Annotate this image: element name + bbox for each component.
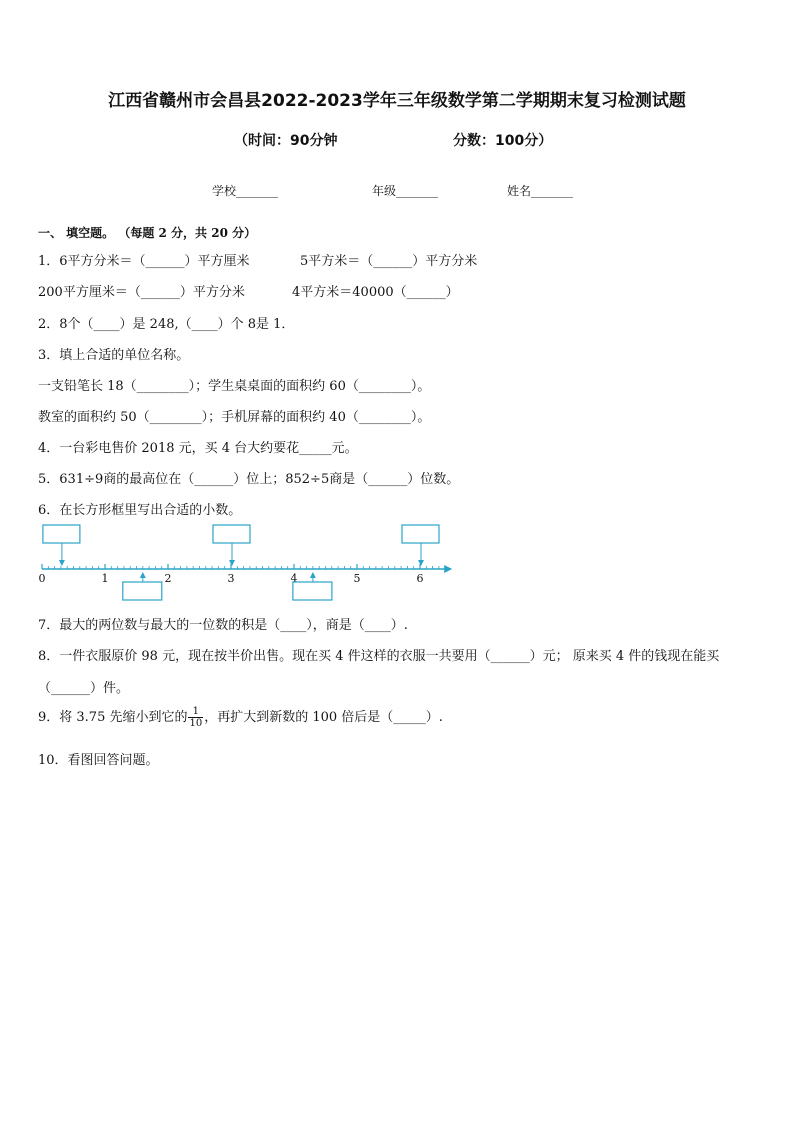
- answer-box-above: [402, 525, 439, 543]
- question-8b: （______）件。: [38, 681, 130, 696]
- question-9-prefix: 9．将 3.75 先缩小到它的: [38, 710, 188, 725]
- question-6: 6．在长方形框里写出合适的小数。: [38, 503, 242, 518]
- question-5: 5．631÷9商的最高位在（______）位上；852÷5商是（______）位数。: [38, 472, 460, 487]
- pointer-arrow-up-icon: [310, 572, 316, 578]
- fraction-numerator: 1: [188, 706, 203, 718]
- answer-box-above: [213, 525, 250, 543]
- question-10: 10．看图回答问题。: [38, 753, 159, 768]
- question-3a: 一支铅笔长 18（________）；学生桌桌面的面积约 60（________）。: [38, 379, 431, 394]
- question-2: 2．8个（____）是 248,（____）个 8是 1．: [38, 317, 295, 332]
- fraction-one-tenth: [188, 706, 203, 729]
- fraction-denominator: 10: [189, 718, 203, 729]
- question-3b: 教室的面积约 50（________）；手机屏幕的面积约 40（________）。: [38, 410, 431, 425]
- question-9: [38, 706, 443, 729]
- pointer-arrow-down-icon: [418, 560, 424, 566]
- answer-box-below: [293, 582, 332, 600]
- section-heading: 一、 填空题。 （每题 2 分，共 20 分）: [38, 226, 257, 240]
- tick-label: 4: [290, 572, 298, 585]
- pointer-arrow-down-icon: [59, 560, 65, 566]
- pointer-arrow-up-icon: [140, 572, 146, 578]
- name-field: 姓名_______: [507, 184, 574, 198]
- answer-box-above: [43, 525, 80, 543]
- pointer-arrow-down-icon: [229, 560, 235, 566]
- number-line: [30, 520, 460, 604]
- school-field: 学校_______: [212, 184, 279, 198]
- question-8a: 8．一件衣服原价 98 元，现在按半价出售。现在买 4 件这样的衣服一共要用（______）元； 原来买 4 件的钱现在能买: [38, 649, 720, 664]
- question-1d: 4平方米＝40000（______）: [292, 285, 459, 300]
- exam-time: （时间：90分钟: [234, 133, 338, 149]
- page-title: 江西省赣州市会昌县2022-2023学年三年级数学第二学期期末复习检测试题: [108, 91, 686, 111]
- question-1c: 200平方厘米＝（______）平方分米: [38, 285, 245, 300]
- question-1b: 5平方米＝（______）平方分米: [300, 254, 478, 269]
- question-1a: 1．6平方分米＝（______）平方厘米: [38, 254, 250, 269]
- tick-label: 6: [416, 572, 424, 585]
- tick-label: 3: [227, 572, 235, 585]
- tick-label: 5: [353, 572, 361, 585]
- answer-box-below: [123, 582, 162, 600]
- exam-score: 分数：100分）: [453, 133, 553, 149]
- question-3: 3．填上合适的单位名称。: [38, 348, 190, 363]
- tick-label: 0: [38, 572, 46, 585]
- question-9-suffix: ，再扩大到新数的 100 倍后是（_____）.: [204, 710, 443, 725]
- question-7: 7．最大的两位数与最大的一位数的积是（____），商是（____）.: [38, 618, 408, 633]
- grade-field: 年级_______: [372, 184, 439, 198]
- question-4: 4．一台彩电售价 2018 元，买 4 台大约要花_____元。: [38, 441, 358, 456]
- tick-label: 1: [101, 572, 109, 585]
- tick-label: 2: [164, 572, 172, 585]
